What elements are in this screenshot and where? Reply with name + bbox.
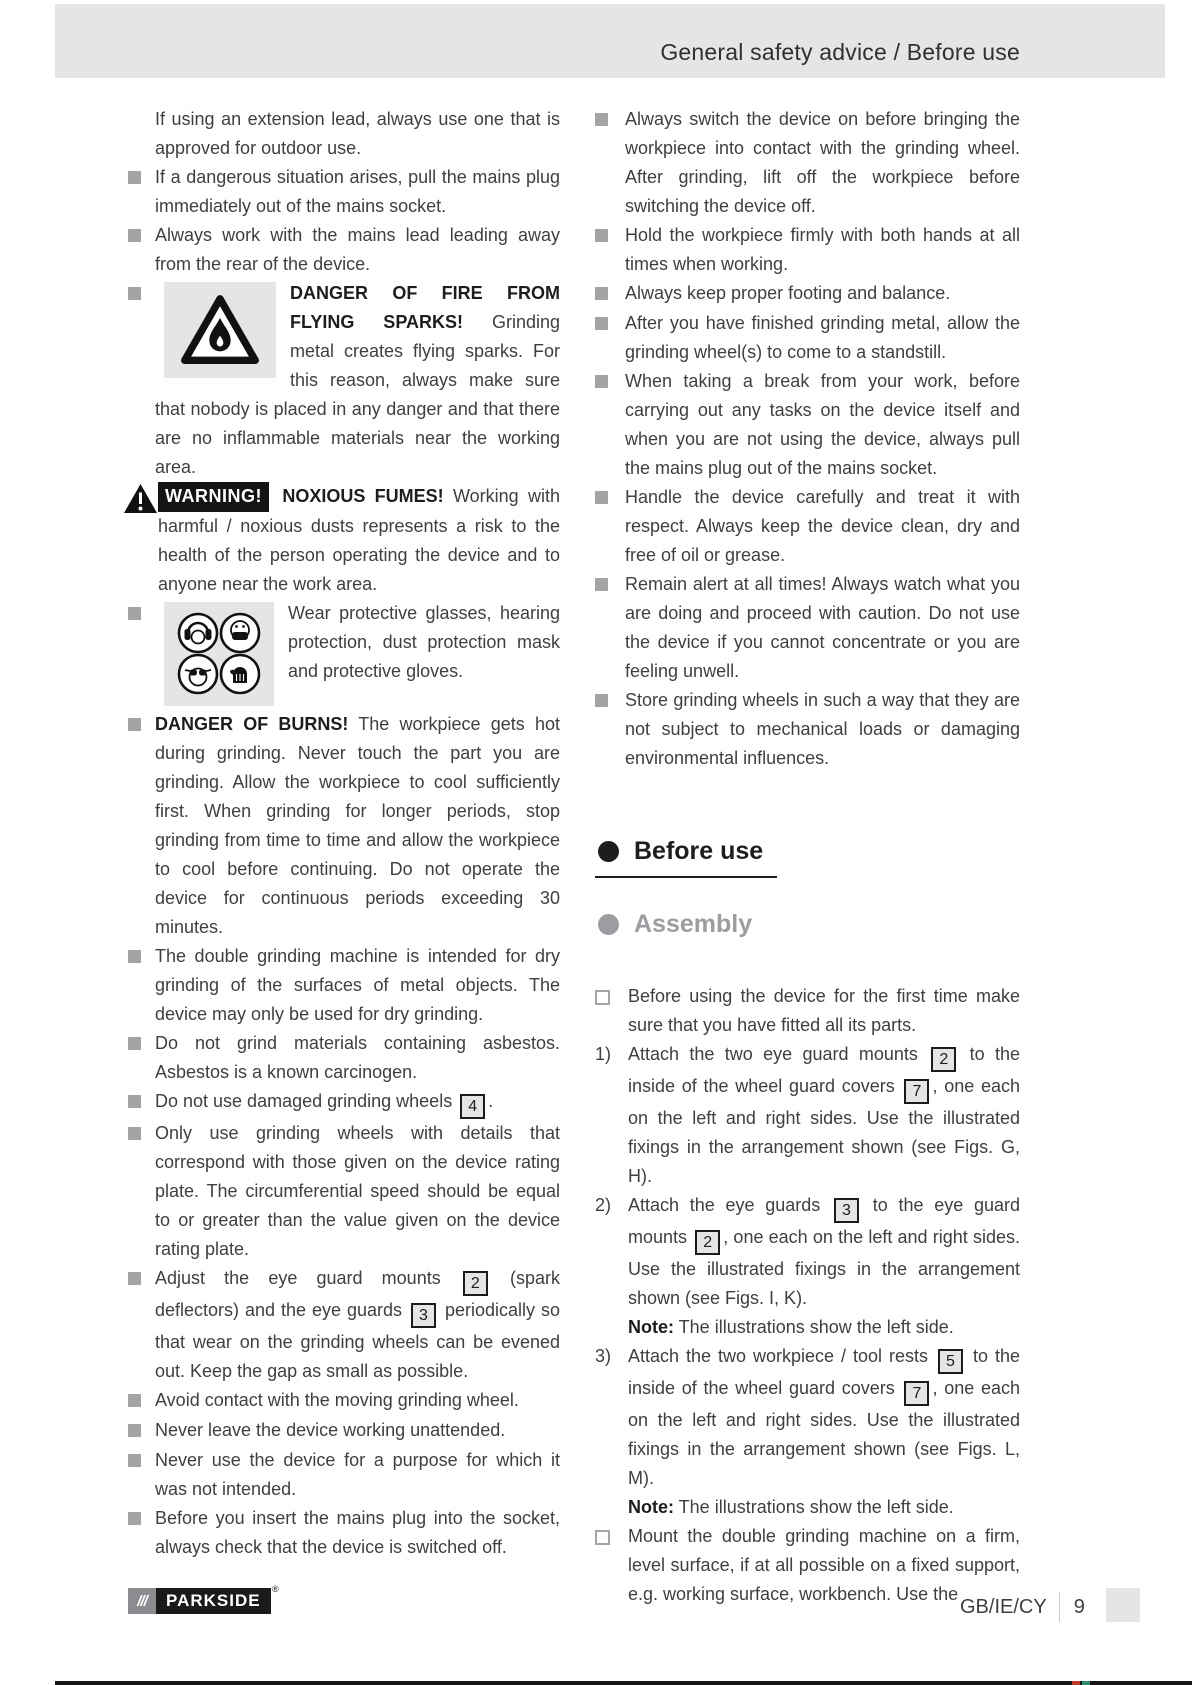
section-heading-label: Before use	[634, 837, 764, 865]
part-ref-box: 7	[904, 1079, 929, 1104]
print-registration-mark-red	[1072, 1681, 1080, 1685]
paragraph: Wear protective glasses, hearing protection, dust protection mask and protective gloves.	[155, 599, 560, 710]
list-item	[595, 279, 1020, 309]
bold-text: Note:	[628, 1317, 674, 1337]
page-title: General safety advice / Before use	[660, 39, 1020, 65]
subsection-bullet-icon	[598, 914, 619, 935]
paragraph: Mount the double grinding machine on a firm, level surface, if at all possible on a fixed support, e.g. working surface, workbench. Use the	[628, 1526, 1020, 1604]
paragraph: DANGER OF FIRE FROM FLYING SPARKS! Grinding metal creates flying sparks. For this reason, always make sure that nobody is placed in any danger and that there are no inflammable materials near the working area.	[155, 283, 560, 477]
part-ref-box: 5	[938, 1349, 963, 1374]
list-item	[595, 686, 1020, 773]
list-item	[128, 1029, 560, 1087]
part-ref-box: 2	[931, 1047, 956, 1072]
paragraph: Avoid contact with the moving grinding wheel.	[155, 1390, 519, 1410]
no-bullet	[128, 105, 155, 163]
footer-region: GB/IE/CY	[960, 1595, 1047, 1618]
list-item	[128, 105, 560, 163]
square-bullet-icon	[128, 1416, 155, 1446]
square-bullet-icon	[128, 1446, 155, 1504]
ppe-icons	[164, 602, 274, 706]
square-bullet-icon	[595, 309, 625, 367]
paragraph: Attach the two workpiece / tool rests 5 to the inside of the wheel guard covers 7 , one each on the left and right sides. Use the illustrated fixings in the arrangement shown (see Figs. L, M). Note: The illustrations show the left side.	[628, 1346, 1020, 1517]
safety-list-left	[128, 105, 560, 1562]
list-item	[595, 1342, 1020, 1522]
bold-text: Note:	[628, 1497, 674, 1517]
paragraph: Adjust the eye guard mounts 2 (spark deflectors) and the eye guards 3 periodically so that wear on the grinding wheels can be evened out. Keep the gap as small as possible.	[155, 1268, 560, 1381]
fire-hazard-icon	[164, 282, 276, 378]
brand-name	[156, 1584, 280, 1614]
square-bullet-icon	[128, 710, 155, 942]
square-bullet-icon	[128, 1087, 155, 1119]
list-item	[595, 982, 1020, 1040]
list-item	[595, 221, 1020, 279]
square-bullet-icon	[128, 599, 155, 710]
list-item	[128, 1264, 560, 1386]
bottom-rule	[55, 1681, 1192, 1685]
open-square-bullet-icon	[595, 982, 628, 1040]
square-bullet-icon	[128, 1386, 155, 1416]
section-heading-before-use	[595, 837, 777, 878]
list-number: 1)	[595, 1044, 612, 1064]
warning-label: WARNING!	[158, 482, 269, 512]
paragraph: Only use grinding wheels with details that correspond with those given on the device rating plate. The circumferential speed should be equal to or greater than the value given on the device rating plate.	[155, 1123, 560, 1259]
page-header	[55, 4, 1165, 78]
paragraph: Before using the device for the first time make sure that you have fitted all its parts.	[628, 986, 1020, 1035]
bold-text: DANGER OF FIRE FROM FLYING SPARKS!	[290, 283, 560, 332]
list-item	[128, 1119, 560, 1264]
list-item	[128, 279, 560, 482]
paragraph: DANGER OF BURNS! The workpiece gets hot during grinding. Never touch the part you are grinding. Allow the workpiece to cool sufficiently first. When grinding for longer periods, stop grinding from time to time and allow the workpiece to cool before continuing. Do not operate the device for continuous periods exceeding 30 minutes.	[155, 714, 560, 937]
list-item	[595, 367, 1020, 483]
paragraph: Do not use damaged grinding wheels 4 .	[155, 1087, 560, 1119]
list-item	[595, 1191, 1020, 1342]
square-bullet-icon	[128, 1504, 155, 1562]
brand-name-text: PARKSIDE	[166, 1591, 261, 1610]
list-item	[595, 1522, 1020, 1609]
list-item	[128, 1504, 560, 1562]
paragraph: Never use the device for a purpose for which it was not intended.	[155, 1450, 560, 1499]
part-ref-box: 2	[463, 1271, 488, 1296]
list-item	[595, 570, 1020, 686]
brand-logo	[128, 1584, 280, 1614]
section-bullet-icon	[598, 841, 619, 862]
paragraph: The double grinding machine is intended for dry grinding of the surfaces of metal objects. The device may only be used for dry grinding.	[155, 946, 560, 1024]
paragraph: Always keep proper footing and balance.	[625, 283, 951, 303]
left-column	[128, 105, 560, 1562]
paragraph: Never leave the device working unattended.	[155, 1420, 506, 1440]
part-ref-box: 2	[695, 1230, 720, 1255]
part-ref-box: 4	[460, 1094, 485, 1119]
square-bullet-icon	[128, 221, 155, 279]
square-bullet-icon	[595, 367, 625, 483]
square-bullet-icon	[595, 483, 625, 570]
part-ref-box: 7	[904, 1381, 929, 1406]
square-bullet-icon	[128, 1119, 155, 1264]
open-square-bullet-icon	[595, 1522, 628, 1609]
paragraph: Do not grind materials containing asbestos. Asbestos is a known carcinogen.	[155, 1033, 560, 1082]
list-item	[128, 482, 560, 599]
list-item	[595, 105, 1020, 221]
warning-triangle-icon	[128, 482, 158, 599]
paragraph: Hold the workpiece firmly with both hands at all times when working.	[625, 225, 1020, 274]
list-item	[595, 309, 1020, 367]
paragraph: Always work with the mains lead leading away from the rear of the device.	[155, 225, 560, 274]
list-item	[595, 483, 1020, 570]
list-item	[128, 221, 560, 279]
footer-divider	[1059, 1592, 1060, 1622]
paragraph: Attach the two eye guard mounts 2 to the inside of the wheel guard covers 7 , one each on the left and right sides. Use the illustrated fixings in the arrangement shown (see Figs. G, H).	[628, 1044, 1021, 1186]
paragraph: Store grinding wheels in such a way that they are not subject to mechanical loads or damaging environmental influences.	[625, 690, 1020, 768]
registered-trademark-mark: ®	[271, 1584, 280, 1594]
part-ref-box: 3	[411, 1303, 436, 1328]
list-item	[128, 942, 560, 1029]
square-bullet-icon	[595, 105, 625, 221]
brand-slashes-icon: ///	[128, 1588, 156, 1614]
square-bullet-icon	[595, 221, 625, 279]
paragraph: When taking a break from your work, before carrying out any tasks on the device itself and when you are not using the device, always pull the mains plug out of the mains socket.	[625, 371, 1020, 478]
paragraph: If a dangerous situation arises, pull the mains plug immediately out of the mains socket.	[155, 167, 560, 216]
paragraph: After you have finished grinding metal, allow the grinding wheel(s) to come to a standstill.	[625, 313, 1020, 362]
square-bullet-icon	[128, 1029, 155, 1087]
list-item	[128, 1416, 560, 1446]
paragraph: Remain alert at all times! Always watch what you are doing and proceed with caution. Do not use the device if you cannot concentrate or you are feeling unwell.	[625, 574, 1020, 681]
bold-text: DANGER OF BURNS!	[155, 714, 349, 734]
square-bullet-icon	[595, 686, 625, 773]
square-bullet-icon	[595, 279, 625, 309]
list-number: 3)	[595, 1346, 612, 1366]
list-number: 2)	[595, 1195, 612, 1215]
part-ref-box: 3	[834, 1198, 859, 1223]
list-item	[128, 1386, 560, 1416]
square-bullet-icon	[128, 279, 155, 482]
square-bullet-icon	[128, 1264, 155, 1386]
paragraph: Handle the device carefully and treat it with respect. Always keep the device clean, dry and free of oil or grease.	[625, 487, 1020, 565]
page-edge-tab	[1106, 1588, 1140, 1622]
right-column	[595, 105, 1020, 1609]
paragraph: Always switch the device on before bringing the workpiece into contact with the grinding wheel. After grinding, lift off the workpiece before switching the device off.	[625, 109, 1020, 216]
list-item	[595, 1040, 1020, 1191]
paragraph: Before you insert the mains plug into the socket, always check that the device is switched off.	[155, 1508, 560, 1557]
list-item	[128, 710, 560, 942]
print-registration-mark-green	[1082, 1681, 1090, 1685]
square-bullet-icon	[128, 163, 155, 221]
paragraph: If using an extension lead, always use one that is approved for outdoor use.	[155, 109, 560, 158]
list-item	[128, 1446, 560, 1504]
assembly-list	[595, 982, 1020, 1609]
square-bullet-icon	[128, 942, 155, 1029]
paragraph: Attach the eye guards 3 to the eye guard mounts 2 , one each on the left and right sides. Use the illustrated fixings in the arrangement shown (see Figs. I, K). Note: The illustrations show the left side.	[628, 1195, 1021, 1337]
footer-page-number: 9	[1073, 1595, 1085, 1618]
paragraph: WARNING! NOXIOUS FUMES! Working with harmful / noxious dusts represents a risk to the health of the person operating the device and to anyone near the work area.	[158, 482, 560, 599]
footer-page-info	[960, 1590, 1085, 1624]
list-item	[128, 1087, 560, 1119]
bold-text: NOXIOUS FUMES!	[282, 486, 444, 506]
list-item	[128, 599, 560, 710]
subsection-heading-label: Assembly	[634, 910, 753, 938]
list-item	[128, 163, 560, 221]
subsection-heading-assembly	[598, 910, 1020, 938]
square-bullet-icon	[595, 570, 625, 686]
safety-list-right	[595, 105, 1020, 773]
